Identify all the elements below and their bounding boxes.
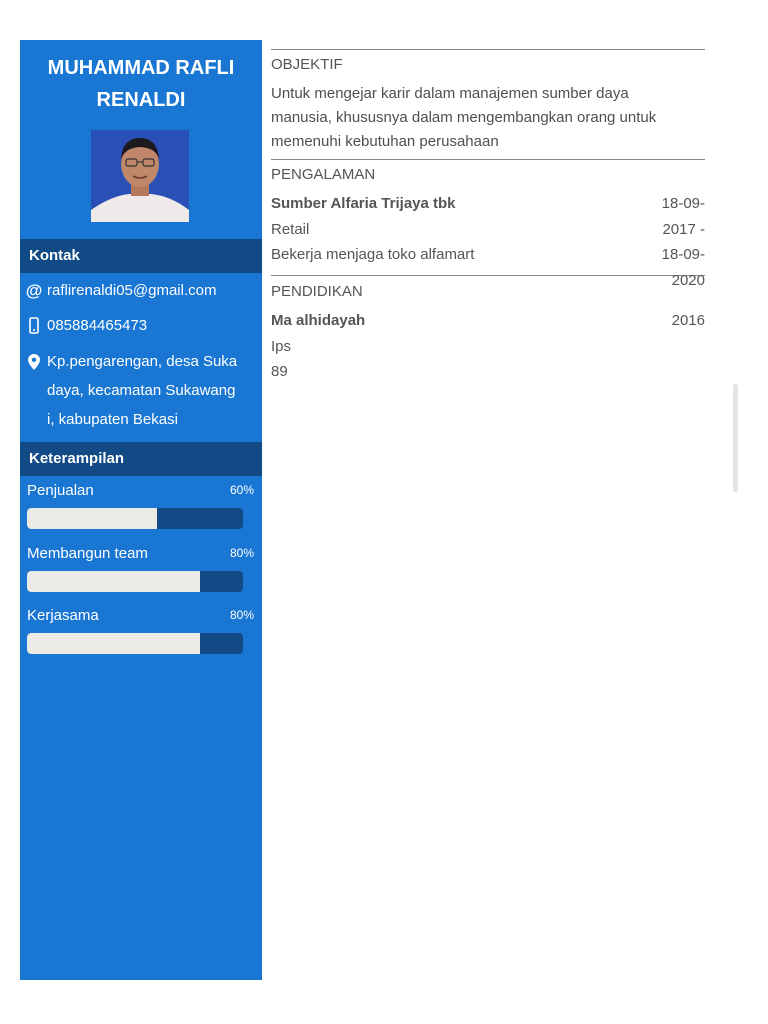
objective-heading: OBJEKTIF [271,56,343,73]
education-year: 2016 [671,312,705,329]
divider [271,159,705,160]
address-line-3: i, kabupaten Bekasi [47,411,178,428]
name-line-2: RENALDI [96,89,186,111]
experience-date-4: 2020 [671,272,705,289]
skill-label: Penjualan [27,482,94,499]
skill-bar [27,508,243,529]
profile-name [20,52,262,116]
profile-photo [91,130,189,222]
skills-heading: Keterampilan [20,442,262,476]
experience-date-2: 2017 - [662,221,705,238]
skill-label: Membangun team [27,545,148,562]
sidebar [20,40,262,980]
objective-line-3: memenuhi kebutuhan perusahaan [271,133,499,150]
skill-percent: 80% [229,608,254,622]
at-icon: @ [25,281,43,300]
skill-percent: 60% [229,483,254,497]
phone-icon [26,311,42,340]
experience-position: Retail [271,221,310,238]
address-line-1: Kp.pengarengan, desa Suka [47,353,238,370]
address-text [47,347,256,434]
skill-label: Kerjasama [27,607,99,624]
scrollbar[interactable] [733,384,738,492]
phone-text: 085884465473 [47,317,148,334]
map-pin-icon [26,347,42,376]
divider [271,49,705,50]
experience-heading: PENGALAMAN [271,166,376,183]
divider [271,275,705,276]
experience-date-1: 18-09- [661,195,705,212]
objective-line-2: manusia, khususnya dalam mengembangkan orang untuk [271,109,657,126]
skill-bar-fill [27,633,200,654]
education-school: Ma alhidayah [271,312,366,329]
name-line-1: MUHAMMAD RAFLI [47,57,235,79]
experience-date-3: 18-09- [661,246,705,263]
address-line-2: daya, kecamatan Sukawang [47,382,236,399]
skill-bar-fill [27,571,200,592]
objective-line-1: Untuk mengejar karir dalam manajemen sumber daya [271,85,629,102]
skill-bar-fill [27,508,157,529]
experience-company: Sumber Alfaria Trijaya tbk [271,195,456,212]
education-score: 89 [271,363,288,380]
skill-bar [27,633,243,654]
skill-percent: 80% [229,546,254,560]
experience-description: Bekerja menjaga toko alfamart [271,246,475,263]
contact-heading: Kontak [20,239,262,273]
education-heading: PENDIDIKAN [271,283,363,300]
email-text: raflirenaldi05@gmail.com [47,282,217,299]
objective-text [271,82,705,154]
education-major: Ips [271,338,292,355]
skill-bar [27,571,243,592]
